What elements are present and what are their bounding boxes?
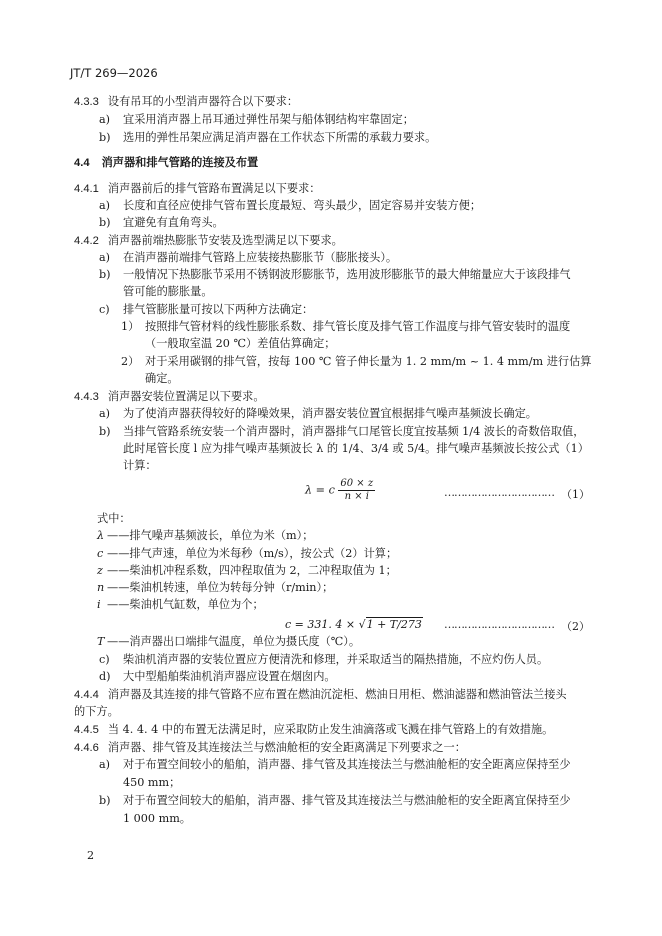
clause-4-4-6: 4.4.6 消声器、排气管及其连接法兰与燃油舱柜的安全距离满足下列要求之一： [74,741,466,754]
clause-4-4-2-c-1: 1） 按照排气管材料的线性膨胀系数、排气管长度及排气管工作温度与排气管安装时的温度 [121,320,571,333]
page-number: 2 [87,849,95,862]
clause-4-4-2-c-2-cont: 确定。 [145,372,179,385]
clause-4-4-3-b-cont2: 计算： [123,459,157,472]
clause-4-4-5: 4.4.5 当 4. 4. 4 中的布置无法满足时，应采取防止发生油滴落或飞溅在排气管路上的有效措施。 [74,723,554,736]
var-lambda: λ ——排气噪声基频波长，单位为米（m）； [97,529,314,542]
clause-4-4-3-b-cont1: 此时尾管长度 l 应为排气噪声基频波长 λ 的 1/4、3/4 或 5/4。排气噪声基频波长按公式（1） [123,442,589,455]
clause-4-4-6-a-cont: 450 mm； [123,776,181,789]
clause-4-4-4: 4.4.4 消声器及其连接的排气管路不应布置在燃油沉淀柜、燃油日用柜、燃油滤器和燃油管法兰接头 [74,688,567,701]
var-n: n ——柴油机转速，单位为转每分钟（r/min）； [97,581,334,594]
var-i: i ——柴油机气缸数，单位为个； [97,598,264,611]
clause-4-4-1-b: b) 宜避免有直角弯头。 [99,216,224,229]
formula-2-number: （2） [561,620,590,633]
clause-4-4-2: 4.4.2 消声器前端热膨胀节安装及选型满足以下要求。 [74,234,343,247]
clause-4-3-3: 4.3.3 设有吊耳的小型消声器符合以下要求： [74,95,299,108]
formula-1-leader: …………………………… [444,486,554,499]
formula-1-number: （1） [561,488,590,501]
clause-4-4-3-d: d) 大中型船舶柴油机消声器应设置在烟囱内。 [99,670,336,683]
clause-4-4-6-a: a) 对于布置空间较小的船舶，消声器、排气管及其连接法兰与燃油舱柜的安全距离应保持至少 [99,758,571,771]
formula-1: λ = c $\frac{60 \times z}{n \times i}$ [305,478,374,502]
clause-4-4-2-b-cont: 管可能的膨胀量。 [123,285,213,298]
clause-4-4-6-b-cont: 1 000 mm。 [123,812,191,825]
clause-4-4-1-a: a) 长度和直径应使排气管布置长度最短、弯头最少，固定容易并安装方便； [99,199,482,212]
clause-4-3-3-a: a) 宜采用消声器上吊耳通过弹性吊架与船体钢结构牢靠固定； [99,113,414,126]
clause-4-4-2-c: c) 排气管膨胀量可按以下两种方法确定： [99,303,314,316]
clause-4-3-3-b: b) 选用的弹性吊架应满足消声器在工作状态下所需的承载力要求。 [99,131,437,144]
var-c: c ——排气声速，单位为米每秒（m/s），按公式（2）计算； [97,547,398,560]
where-label: 式中： [97,512,131,525]
formula-2-leader: …………………………… [444,618,554,631]
clause-4-4-1: 4.4.1 消声器前后的排气管路布置满足以下要求： [74,182,321,195]
clause-4-4-3-c: c) 柴油机消声器的安装位置应方便清洗和修理，并采取适当的隔热措施，不应灼伤人员。 [99,653,549,666]
clause-4-4-2-c-1-cont: （一般取室温 20 ℃）差值估算确定； [145,337,336,350]
sqrt-sign: √ [358,618,366,631]
section-4-4-heading: 4.4 消声器和排气管路的连接及布置 [74,156,259,169]
clause-4-4-2-a: a) 在消声器前端排气管路上应装接热膨胀节（膨胀接头）。 [99,251,398,264]
clause-4-4-2-c-2: 2） 对于采用碳钢的排气管，按每 100 ℃ 管子伸长量为 1. 2 mm/m ~ 1. 4 mm/m 进行估算 [121,355,592,368]
clause-4-4-6-b: b) 对于布置空间较大的船舶，消声器、排气管及其连接法兰与燃油舱柜的安全距离宜保持至少 [99,794,571,807]
clause-4-4-3: 4.4.3 消声器安装位置满足以下要求。 [74,390,265,403]
formula-2: c = 331. 4 × √1 + T/273 [285,618,422,631]
var-z: z ——柴油机冲程系数，四冲程取值为 2，二冲程取值为 1； [97,564,397,577]
clause-4-4-2-b: b) 一般情况下热膨胀节采用不锈钢波形膨胀节，选用波形膨胀节的最大伸缩量应大于该段排气 [99,268,571,281]
clause-4-4-3-a: a) 为了使消声器获得较好的降噪效果，消声器安装位置宜根据排气噪声基频波长确定。 [99,407,537,420]
clause-4-4-3-b: b) 当排气管路系统安装一个消声器时，消声器排气口尾管长度宜按基频 1/4 波长的奇数倍取值， [99,425,585,438]
standard-code: JT/T 269—2026 [70,66,158,80]
clause-4-4-4-cont: 的下方。 [74,705,119,718]
var-T: T ——消声器出口端排气温度，单位为摄氏度（℃）。 [97,635,361,648]
